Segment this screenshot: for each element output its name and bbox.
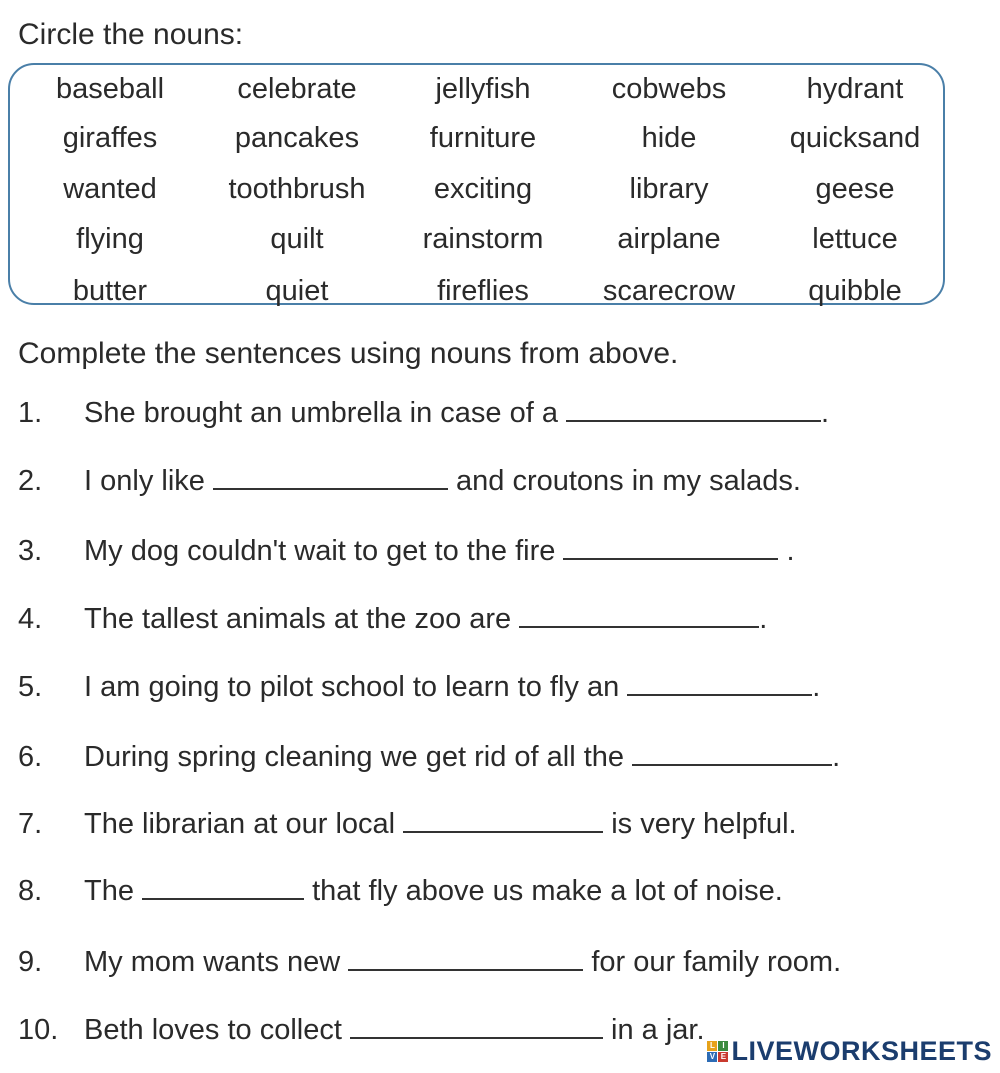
sentence-text-after: is very helpful. (603, 808, 797, 840)
answer-blank[interactable] (213, 460, 448, 490)
answer-blank[interactable] (348, 941, 583, 971)
sentence-item (18, 530, 795, 568)
sentence-text-before: She brought an umbrella in case of a (84, 397, 567, 429)
liveworksheets-brand (707, 1036, 992, 1067)
sentence-text-before: The (84, 875, 143, 907)
word-bank-item[interactable]: celebrate (237, 73, 357, 105)
sentence-text-before: My mom wants new (84, 946, 349, 978)
word-bank-box (8, 63, 945, 305)
answer-blank[interactable] (563, 530, 778, 560)
sentence-item (18, 941, 841, 979)
sentence-text-before: Beth loves to collect (84, 1014, 350, 1046)
sentence-text-after: . (821, 397, 830, 429)
word-bank-item[interactable]: fireflies (437, 275, 529, 307)
sentence-text-after: . (812, 671, 821, 703)
sentence-item (18, 1009, 705, 1047)
sentence-number: 7. (18, 808, 43, 840)
answer-blank[interactable] (566, 392, 821, 422)
sentence-text-after: that fly above us make a lot of noise. (304, 875, 783, 907)
sentence-text-after: . (832, 741, 841, 773)
word-bank-item[interactable]: hydrant (806, 73, 904, 105)
sentence-item (18, 870, 783, 908)
sentence-item (18, 736, 840, 774)
word-bank-item[interactable]: hide (641, 122, 697, 154)
word-bank-item[interactable]: baseball (55, 73, 165, 105)
word-bank-item[interactable]: pancakes (234, 122, 360, 154)
word-bank-item[interactable]: lettuce (812, 223, 898, 255)
word-bank-item[interactable]: geese (815, 173, 895, 205)
answer-blank[interactable] (519, 598, 759, 628)
sentence-number: 8. (18, 875, 43, 907)
sentence-text-before: The tallest animals at the zoo are (84, 603, 520, 635)
word-bank-item[interactable]: flying (76, 223, 144, 255)
answer-blank[interactable] (403, 803, 603, 833)
answer-blank[interactable] (632, 736, 832, 766)
sentence-number: 4. (18, 603, 43, 635)
sentence-item (18, 803, 797, 841)
logo-tile: L (707, 1041, 717, 1051)
sentence-number: 9. (18, 946, 43, 978)
sentence-item (18, 460, 801, 498)
sentence-text-before: During spring cleaning we get rid of all the (84, 741, 633, 773)
word-bank-item[interactable]: airplane (617, 223, 721, 255)
sentence-text-after: for our family room. (583, 946, 842, 978)
sentence-text-before: I only like (84, 465, 213, 497)
sentence-text-after: in a jar. (602, 1014, 705, 1046)
sentence-number: 2. (18, 465, 43, 497)
word-bank-item[interactable]: quiet (265, 275, 329, 307)
word-bank-item[interactable]: scarecrow (602, 275, 736, 307)
answer-blank[interactable] (627, 666, 812, 696)
sentence-item (18, 666, 820, 704)
word-bank-item[interactable]: rainstorm (422, 223, 544, 255)
word-bank-item[interactable]: library (629, 173, 709, 205)
sentence-item (18, 598, 767, 636)
instruction-complete-sentences: Complete the sentences using nouns from above. (18, 337, 679, 370)
logo-tile: V (707, 1052, 717, 1062)
answer-blank[interactable] (350, 1009, 603, 1039)
sentence-text-before: The librarian at our local (84, 808, 404, 840)
word-bank-item[interactable]: giraffes (62, 122, 158, 154)
logo-tile: E (718, 1052, 728, 1062)
sentence-item (18, 392, 829, 430)
sentence-number: 10. (18, 1014, 59, 1046)
sentence-text-after: . (778, 535, 795, 567)
word-bank-item[interactable]: quilt (270, 223, 324, 255)
word-bank-item[interactable]: cobwebs (611, 73, 727, 105)
sentence-number: 5. (18, 671, 43, 703)
brand-name: LIVEWORKSHEETS (731, 1036, 992, 1066)
word-bank-item[interactable]: toothbrush (228, 173, 366, 205)
sentence-number: 6. (18, 741, 43, 773)
word-bank-item[interactable]: quicksand (789, 122, 921, 154)
word-bank-item[interactable]: wanted (63, 173, 157, 205)
sentence-text-after: and croutons in my salads. (447, 465, 801, 497)
word-bank-item[interactable]: exciting (433, 173, 533, 205)
word-bank-item[interactable]: furniture (429, 122, 537, 154)
word-bank-item[interactable]: butter (72, 275, 148, 307)
word-bank-item[interactable]: quibble (808, 275, 902, 307)
sentence-text-after: . (759, 603, 768, 635)
answer-blank[interactable] (142, 870, 304, 900)
liveworksheets-logo-icon (707, 1041, 728, 1062)
instruction-circle-nouns: Circle the nouns: (18, 18, 244, 51)
sentence-number: 3. (18, 535, 43, 567)
logo-tile: I (718, 1041, 728, 1051)
sentence-number: 1. (18, 397, 43, 429)
sentence-text-before: I am going to pilot school to learn to fly an (84, 671, 628, 703)
sentence-text-before: My dog couldn't wait to get to the fire (84, 535, 564, 567)
word-bank-item[interactable]: jellyfish (435, 73, 531, 105)
